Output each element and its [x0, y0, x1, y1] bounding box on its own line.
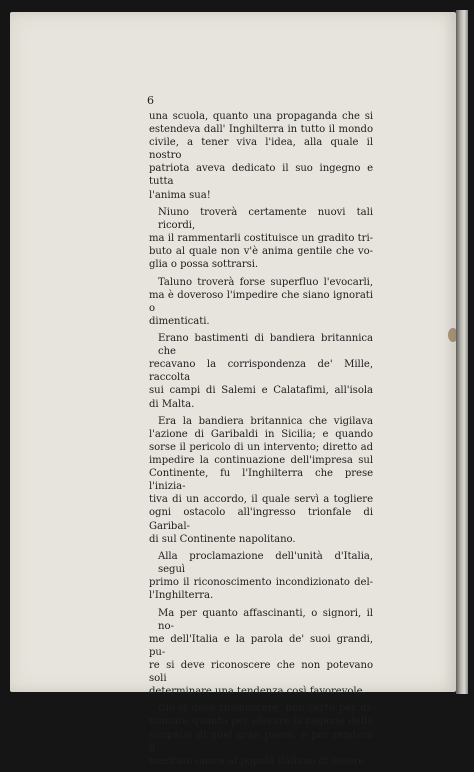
text-line: una scuola, quanto una propaganda che si — [149, 111, 373, 122]
text-line: ma è doveroso l'impedire che siano ignorati o — [149, 289, 373, 314]
text-line: Era la bandiera britannica che vigilava — [158, 415, 373, 427]
text-line: civile, a tener viva l'idea, alla quale il nostro — [149, 137, 373, 162]
text-line: meritato onore al popolo italiano di essere — [149, 755, 365, 767]
paragraph — [149, 550, 373, 602]
paragraph — [149, 415, 373, 546]
text-line: sorse il pericolo di un intervento; diretto ad — [149, 442, 373, 453]
text-line: Taluno troverà forse superfluo l'evocarli, — [158, 276, 373, 288]
book-page — [10, 12, 456, 767]
paragraph — [149, 607, 373, 699]
text-line: di Malta. — [149, 398, 195, 410]
text-line: minuire quanto per elevare la ragione delle — [149, 716, 373, 728]
text-line: buto al quale non v'è anima gentile che vo- — [149, 246, 373, 258]
text-line: Ciò si deve riconoscere, non certo per di- — [158, 703, 373, 715]
text-line: di sul Continente napolitano. — [149, 533, 296, 545]
paragraph — [149, 702, 373, 767]
text-line: simpatie di quel gran paese, e per rendere il — [149, 729, 373, 754]
text-line: patriota aveva dedicato il suo ingegno e tutta — [149, 163, 373, 188]
text-line: primo il riconoscimento incondizionato del- — [149, 577, 373, 589]
text-line: glia o possa sottrarsi. — [149, 259, 259, 271]
text-line: recavano la corrispondenza de' Mille, raccolta — [149, 359, 373, 384]
text-line: Erano bastimenti di bandiera britannica che — [158, 333, 373, 358]
text-line: l'azione di Garibaldi in Sicilia; e quando — [149, 428, 373, 440]
paragraph — [149, 276, 373, 328]
text-line: Ma per quanto affascinanti, o signori, il no- — [158, 607, 373, 632]
text-line: determinare una tendenza così favorevole. — [149, 686, 366, 698]
paragraph — [149, 332, 373, 411]
text-line: l'Inghilterra. — [149, 590, 214, 602]
text-line: estendeva dall' Inghilterra in tutto il mondo — [149, 124, 373, 136]
text-line: ma il rammentarli costituisce un gradito tri- — [149, 233, 373, 245]
page-fold-edge — [456, 10, 468, 694]
text-line: tiva di un accordo, il quale servì a togliere — [149, 494, 373, 506]
text-line: sui campi di Salemi e Calatafimi, all'isola — [149, 385, 373, 397]
text-line: dimenticati. — [149, 315, 210, 327]
text-line: l'anima sua! — [149, 189, 211, 201]
page-body-text — [149, 110, 373, 772]
paragraph — [149, 110, 373, 202]
text-line: Niuno troverà certamente nuovi tali ricordi, — [158, 206, 373, 231]
text-line: Alla proclamazione dell'unità d'Italia, seguì — [158, 550, 373, 576]
page-number: 6 — [147, 94, 154, 107]
text-line: re si deve riconoscere che non potevano soli — [149, 659, 373, 684]
text-line: me dell'Italia e la parola de' suoi grandi, pu- — [149, 633, 373, 658]
text-line: ogni ostacolo all'ingresso trionfale di Garibal- — [149, 507, 373, 532]
text-line: Continente, fu l'Inghilterra che prese l'inizia- — [149, 468, 373, 493]
paragraph — [149, 206, 373, 271]
text-line: impedire la continuazione dell'impresa sul — [149, 455, 373, 467]
